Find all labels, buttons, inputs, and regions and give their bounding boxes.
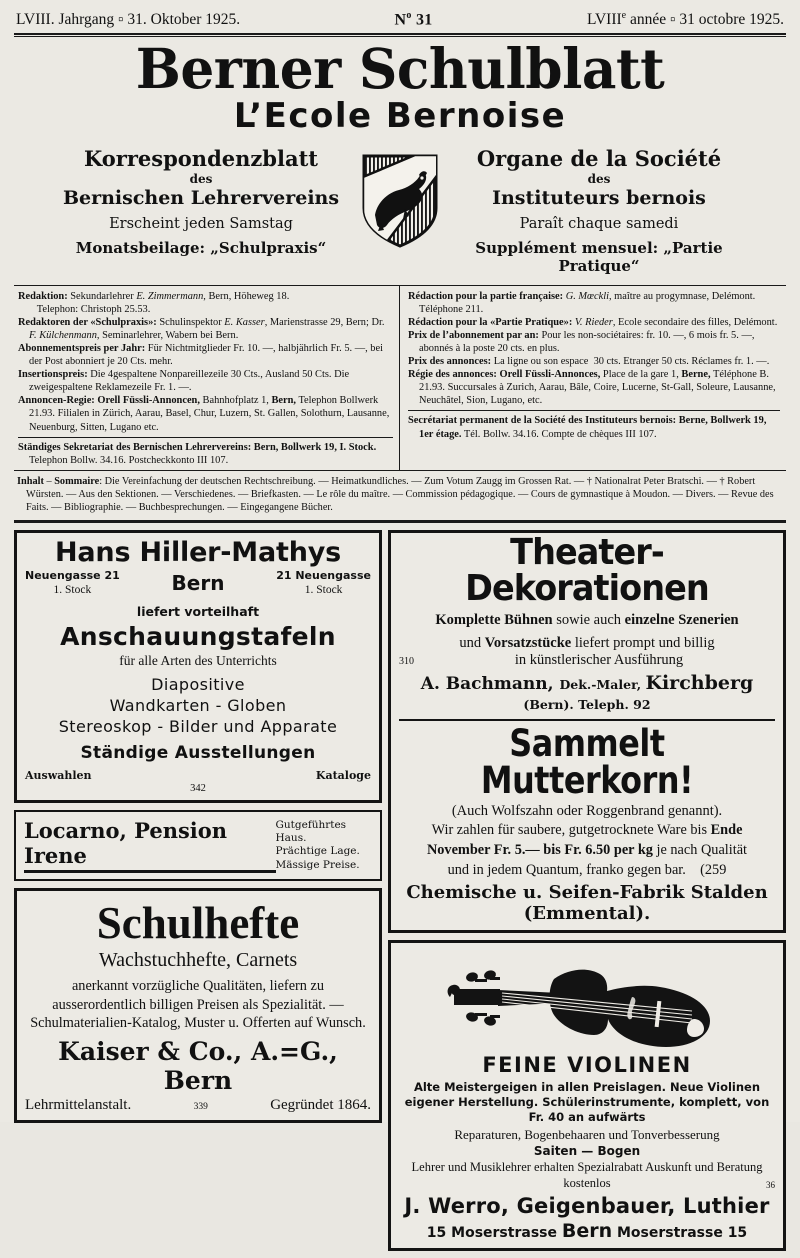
- german-line1: Korrespondenzblatt: [84, 146, 318, 172]
- schulhefte-ad-number: 339: [193, 1102, 208, 1113]
- locarno-details: [276, 818, 372, 873]
- hiller-ad-number: 342: [190, 782, 206, 794]
- violin-addr-right: Moserstrasse 15: [612, 1224, 748, 1241]
- hiller-exhibition: Ständige Ausstellungen: [80, 742, 316, 763]
- violin-title: FEINE VIOLINEN: [482, 1053, 692, 1078]
- hiller-list-item-1: Diapositive: [151, 675, 245, 695]
- hiller-left-street: Neuengasse 21: [25, 569, 120, 583]
- issue-date-french: LVIIIe année ▫ 31 octobre 1925.: [586, 10, 784, 29]
- info-sekretariat: Ständiges Sekretariat des Bernischen Lehrervereins: Bern, Bollwerk 19, I. Stock. Telephon Bollw. 34.16. Postcheckkonto III 107.: [18, 441, 377, 466]
- hiller-list-item-2: Wandkarten - Globen: [109, 696, 287, 716]
- info-redaction-pratique: Rédaction pour la «Partie Pratique»: V. Rieder, Ecole secondaire des filles, Delémont.: [408, 317, 778, 329]
- violin-ad-number: 36: [766, 1179, 775, 1190]
- german-line2: des: [189, 172, 213, 187]
- violin-addr-city: Bern: [561, 1219, 613, 1242]
- mutterkorn-line3: [399, 841, 775, 860]
- french-line1: Organe de la Société: [476, 146, 722, 172]
- issue-date-german: LVIII. Jahrgang ▫ 31. Oktober 1925.: [16, 11, 241, 29]
- violin-illustration-icon: [399, 945, 775, 1051]
- inhalt-label-fr: Sommaire: [54, 475, 100, 487]
- theater-line1-a: Komplette Bühnen: [435, 611, 553, 628]
- mutterkorn-line4-text: und in jedem Quantum, franko gegen bar.: [447, 861, 686, 878]
- ad-theater-and-mutterkorn[interactable]: [388, 530, 786, 933]
- info-insertion: Insertionspreis: Die 4gespaltene Nonpareillezeile 30 Cts., Ausland 50 Cts. Die zweigespaltene Reklamezeile Fr. 1. —.: [18, 369, 350, 394]
- violin-desc-1-text: Alte Meistergeigen in allen Preislagen. Neue Violinen eigener Herstellung. Schülerinstrumente, komplett, von: [404, 1080, 770, 1110]
- info-secretariat: Secrétariat permanent de la Société des Instituteurs bernois: Berne, Bollwerk 19, 1er étage. Tél. Bollw. 34.16. Compte de chèques III 107.: [408, 415, 767, 440]
- theater-line2-c: liefert prompt und billig: [571, 634, 715, 651]
- mutterkorn-line3-b: je nach Qualität: [652, 842, 748, 859]
- french-line2: des: [587, 172, 611, 187]
- hiller-city: Bern: [171, 571, 225, 596]
- theater-line1-c: einzelne Szenerien: [624, 611, 739, 628]
- french-line3: Instituteurs bernois: [492, 187, 706, 210]
- issue-header: [14, 0, 786, 33]
- theater-firm: [399, 672, 775, 714]
- inhalt-rule: [14, 522, 786, 525]
- ad-column-left: [14, 530, 382, 1258]
- hiller-product: Anschauungstafeln: [60, 622, 336, 652]
- info-redaktoren: Redaktoren der «Schulpraxis»: Schulinspektor E. Kasser, Marienstrasse 29, Bern; Dr. F. Külchenmann, Seminarlehrer, Wabern bei Bern.: [18, 317, 385, 342]
- theater-line3: in künstlerischer Ausführung: [514, 652, 684, 669]
- info-annoncen: Annoncen-Regie: Orell Füssli-Annoncen, Bahnhofplatz 1, Bern, Telephon Bollwerk 21.93. Filialen in Zürich, Aarau, Basel, Chur, Luzern, St. Gallen, Solothurn, Lausanne, Neuenburg, Sitten, Lugano etc.: [18, 395, 390, 433]
- masthead-german-block: [47, 147, 355, 257]
- page-title: Berner Schulblatt: [135, 36, 665, 102]
- german-line5: Monatsbeilage: „Schulpraxis“: [75, 239, 327, 258]
- hiller-right-floor: 1. Stock: [304, 583, 343, 596]
- violin-desc-1: [399, 1080, 775, 1125]
- schulhefte-footer: [25, 1097, 371, 1114]
- page-subtitle-french: L’Ecole Bernoise: [233, 96, 567, 137]
- locarno-detail-1: Gutgeführtes Haus.: [275, 818, 347, 845]
- hiller-address-right: [276, 569, 371, 597]
- schulhefte-title: Schulhefte: [96, 897, 300, 948]
- editorial-info-german: [14, 286, 400, 470]
- ad-feine-violinen[interactable]: [388, 940, 786, 1250]
- info-redaktion: Redaktion: Sekundarlehrer E. Zimmermann, Bern, Höheweg 18. Telephon: Christoph 25.53.: [18, 291, 290, 316]
- violin-desc-2: Reparaturen, Bogenbehaaren und Tonverbesserung: [454, 1127, 720, 1143]
- hiller-left-floor: 1. Stock: [53, 583, 92, 596]
- issue-number-sup: o: [406, 10, 412, 21]
- mutterkorn-line1: (Auch Wolfszahn oder Roggenbrand genannt).: [451, 803, 723, 820]
- ad-inner-divider: [399, 719, 775, 721]
- issue-number-label: N: [394, 11, 407, 29]
- info-divider-fr: [408, 410, 780, 411]
- mutterkorn-firm: Chemische u. Seifen-Fabrik Stalden (Emmental).: [406, 882, 768, 925]
- violin-price-from: Fr. 40 an aufwärts: [528, 1110, 646, 1125]
- hiller-address-left: [25, 569, 120, 597]
- issue-number-value: 31: [416, 11, 433, 29]
- hiller-tagline: liefert vorteilhaft: [136, 604, 260, 620]
- ad-hans-hiller-mathys[interactable]: [14, 530, 382, 803]
- mutterkorn-line3-a: November Fr. 5.— bis Fr. 6.50 per kg: [426, 842, 653, 859]
- theater-line2: [399, 634, 775, 653]
- hiller-footer: [25, 769, 371, 782]
- inhalt-text: : Die Vereinfachung der deutschen Rechtschreibung. — Heimatkundliches. — Zum Votum Zaugg im Grossen Rat. — † Nationalrat Peter Bratschi. — † Robert Würsten. — Aus den Sektionen. — Verschiedenes. — Briefkasten. — Le rôle du maître. — Commission pédagogique. — Cours de gymnastique à Moudon. — Divers. — Revue des Faits. — Bibliographie. — Buchbesprechungen. — Eingegangene Bücher.: [26, 475, 774, 514]
- theater-line1-b: sowie auch: [552, 611, 625, 628]
- hiller-product-sub: für alle Arten des Unterrichts: [119, 653, 277, 669]
- info-abonnement: Abonnementspreis per Jahr: Für Nichtmitglieder Fr. 10. —, halbjährlich Fr. 5. —, bei der Post abonniert je 20 Cts. mehr.: [18, 343, 384, 368]
- table-of-contents: Inhalt – Sommaire: Die Vereinfachung der deutschen Rechtschreibung. — Heimatkundliches. — Zum Votum Zaugg im Grossen Rat. — † Nationalrat Peter Bratschi. — † Robert Würsten. — Aus den Sektionen. — Verschiedenes. — Briefkasten. — Le rôle du maître. — Commission pédagogique. — Cours de gymnastique à Moudon. — Divers. — Revue des Faits. — Bibliographie. — Buchbesprechungen. — Eingegangene Bücher.: [14, 471, 786, 522]
- locarno-name: Locarno, Pension Irene: [24, 818, 276, 873]
- hiller-list-item-3: Stereoskop - Bilder und Apparate: [58, 717, 338, 737]
- hiller-foot-right: Kataloge: [315, 768, 371, 782]
- info-prix-annonces: Prix des annonces: La ligne ou son espace 30 cts. Etranger 50 cts. Réclames fr. 1. —.: [408, 356, 770, 368]
- mutterkorn-ad-number: (259: [700, 861, 727, 878]
- mutterkorn-line2-a: Wir zahlen für saubere, gutgetrocknete Ware bis: [431, 822, 711, 839]
- ad-column-right: [388, 530, 786, 1258]
- hiller-right-street: 21 Neuengasse: [276, 569, 371, 583]
- theater-line3-row: [399, 652, 775, 669]
- hiller-foot-left: Auswahlen: [25, 768, 92, 782]
- theater-title: Theater-Dekorationen: [465, 531, 709, 609]
- hiller-company-name: Hans Hiller-Mathys: [55, 536, 341, 568]
- violin-address: [399, 1220, 775, 1242]
- ad-schulhefte-kaiser[interactable]: [14, 888, 382, 1124]
- schulhefte-foot-right: Gegründet 1864.: [270, 1097, 371, 1114]
- theater-line2-b: Vorsatzstücke: [484, 634, 572, 651]
- info-prix-abonnement: Prix de l’abonnement par an: Pour les non-sociétaires: fr. 10. —, 6 mois fr. 5. —, abonnés à la poste 20 cts. en plus.: [408, 330, 755, 355]
- advertisements: [14, 530, 786, 1258]
- info-regie-annonces: Régie des annonces: Orell Füssli-Annonces, Place de la gare 1, Berne, Téléphone B. 21.93. Succursales à Zurich, Aarau, Bâle, Coire, Lucerne, St-Gall, Soleure, Lausanne, Neuchâtel, Sion, Lugano, etc.: [408, 369, 776, 407]
- german-line4: Erscheint jeden Samstag: [109, 216, 293, 233]
- theater-firm-b: Dek.-Maler,: [559, 677, 646, 693]
- theater-line2-a: und: [459, 634, 485, 651]
- editorial-info-french: [400, 286, 786, 470]
- inhalt-label-de: Inhalt: [17, 475, 44, 487]
- mutterkorn-line2-b: Ende: [710, 822, 743, 839]
- hiller-address-row: [25, 569, 371, 597]
- locarno-detail-2: Prächtige Lage.: [275, 845, 360, 858]
- mutterkorn-line4: [399, 861, 775, 880]
- hiller-product-list: [25, 674, 371, 737]
- theater-firm-a: A. Bachmann,: [420, 674, 560, 695]
- violin-desc-4: Lehrer und Musiklehrer erhalten Spezialrabatt Auskunft und Beratung kostenlos: [411, 1160, 763, 1191]
- locarno-detail-3: Mässige Preise.: [275, 858, 360, 871]
- locarno-row: [24, 818, 372, 873]
- theater-firm-c: Kirchberg: [645, 672, 754, 695]
- violin-desc-3: Saiten — Bogen: [533, 1144, 641, 1159]
- violin-firm: J. Werro, Geigenbauer, Luthier: [404, 1193, 770, 1218]
- schulhefte-subtitle: Wachstuchhefte, Carnets: [98, 949, 298, 972]
- editorial-info-block: [14, 285, 786, 471]
- schulhefte-foot-left: Lehrmittelanstalt.: [25, 1097, 132, 1114]
- info-redaction-francaise: Rédaction pour la partie française: G. Mœckli, maître au progymnase, Delémont. Téléphone 211.: [408, 291, 756, 316]
- mutterkorn-line2: [399, 821, 775, 840]
- schulhefte-body: anerkannt vorzügliche Qualitäten, liefern zu ausserordentlich billigen Preisen als Spezialität. — Schulmaterialien-Katalog, Muster u. Offerten auf Wunsch.: [30, 978, 366, 1032]
- issue-number: [395, 10, 433, 29]
- ad-locarno-pension-irene[interactable]: [14, 810, 382, 881]
- theater-line1: [399, 611, 775, 630]
- mutterkorn-title: Sammelt Mutterkorn!: [480, 722, 694, 803]
- violin-addr-left: 15 Moserstrasse: [426, 1224, 562, 1241]
- bern-coat-of-arms-icon: [355, 147, 445, 249]
- theater-firm-d: (Bern). Teleph. 92: [523, 697, 651, 713]
- schulhefte-firm: Kaiser & Co., A.=G., Bern: [58, 1037, 338, 1096]
- french-line5: Supplément mensuel: „Partie Pratique“: [475, 239, 723, 276]
- french-line4: Paraît chaque samedi: [519, 216, 679, 233]
- info-divider: [18, 437, 393, 438]
- theater-ad-number: 310: [399, 656, 414, 668]
- german-line3: Bernischen Lehrervereins: [62, 187, 340, 210]
- masthead-subblock: [14, 147, 786, 281]
- masthead-french-block: [445, 147, 753, 275]
